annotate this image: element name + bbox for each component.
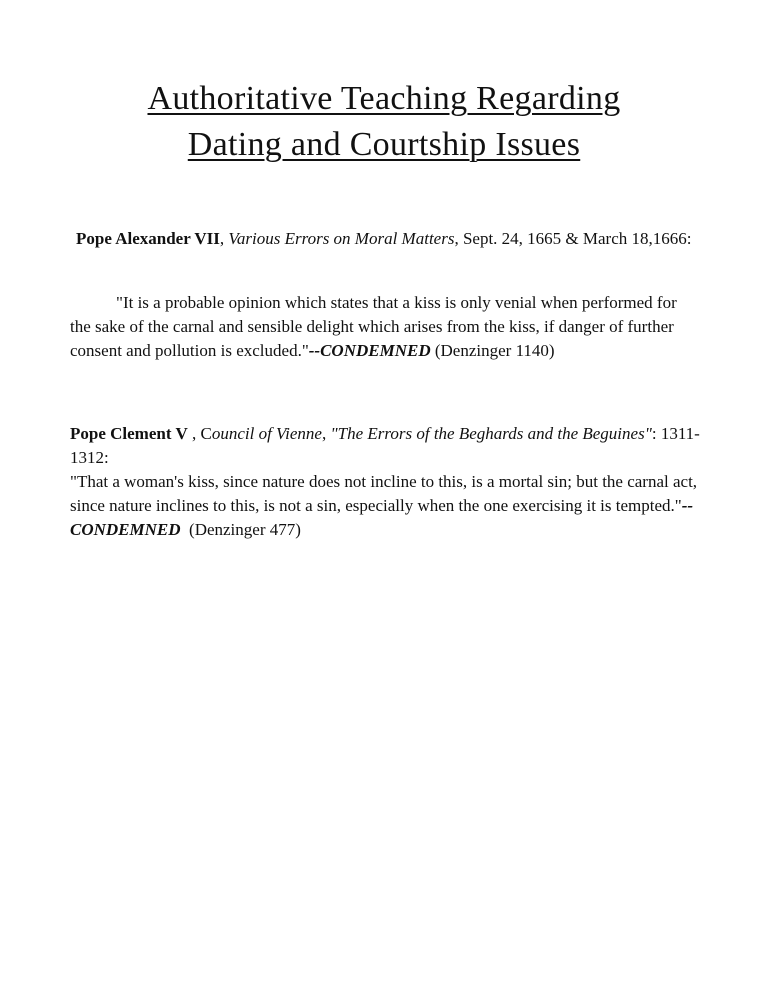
entry-alexander-quote [70,291,700,363]
entry-2-quote: "That a woman's kiss, since nature does not incline to this, is a mortal sin; but the carnal act, since nature inclines to this, is not a sin, especially when the one exercising it is tempted." [70,472,698,515]
page-title [60,76,708,168]
entry-2-subtitle: "The Errors of the Beghards and the Beguines" [330,424,652,443]
entry-clement [70,422,700,542]
entry-1-work: Various Errors on Moral Matters [228,229,455,248]
entry-1-author: Pope Alexander VII [76,229,220,248]
entry-2-reference: (Denzinger 477) [180,520,301,539]
entry-1-reference: (Denzinger 1140) [434,341,555,360]
entry-2-separator: , C [187,424,212,443]
entry-1-verdict: --CONDEMNED [308,341,431,360]
entry-2-separator-2: , [321,424,331,443]
title-line-1: Authoritative Teaching Regarding [147,80,621,117]
entry-2-verdict: --CONDEMNED [70,496,694,539]
entry-1-separator: , [219,229,229,248]
entry-2-author: Pope Clement V [70,424,188,443]
entry-alexander-heading [70,227,700,251]
entry-1-date: , Sept. 24, 1665 & March 18,1666: [454,229,692,248]
entry-1-quote: "It is a probable opinion which states that a kiss is only venial when performed for the sake of the carnal and sensible delight which arises from the kiss, if danger of further consent and pollution is excluded." [70,293,677,360]
entry-2-date: : 1311-1312: [70,424,700,467]
title-line-2: Dating and Courtship Issues [187,126,581,163]
entry-2-work: ouncil of Vienne [211,424,322,443]
